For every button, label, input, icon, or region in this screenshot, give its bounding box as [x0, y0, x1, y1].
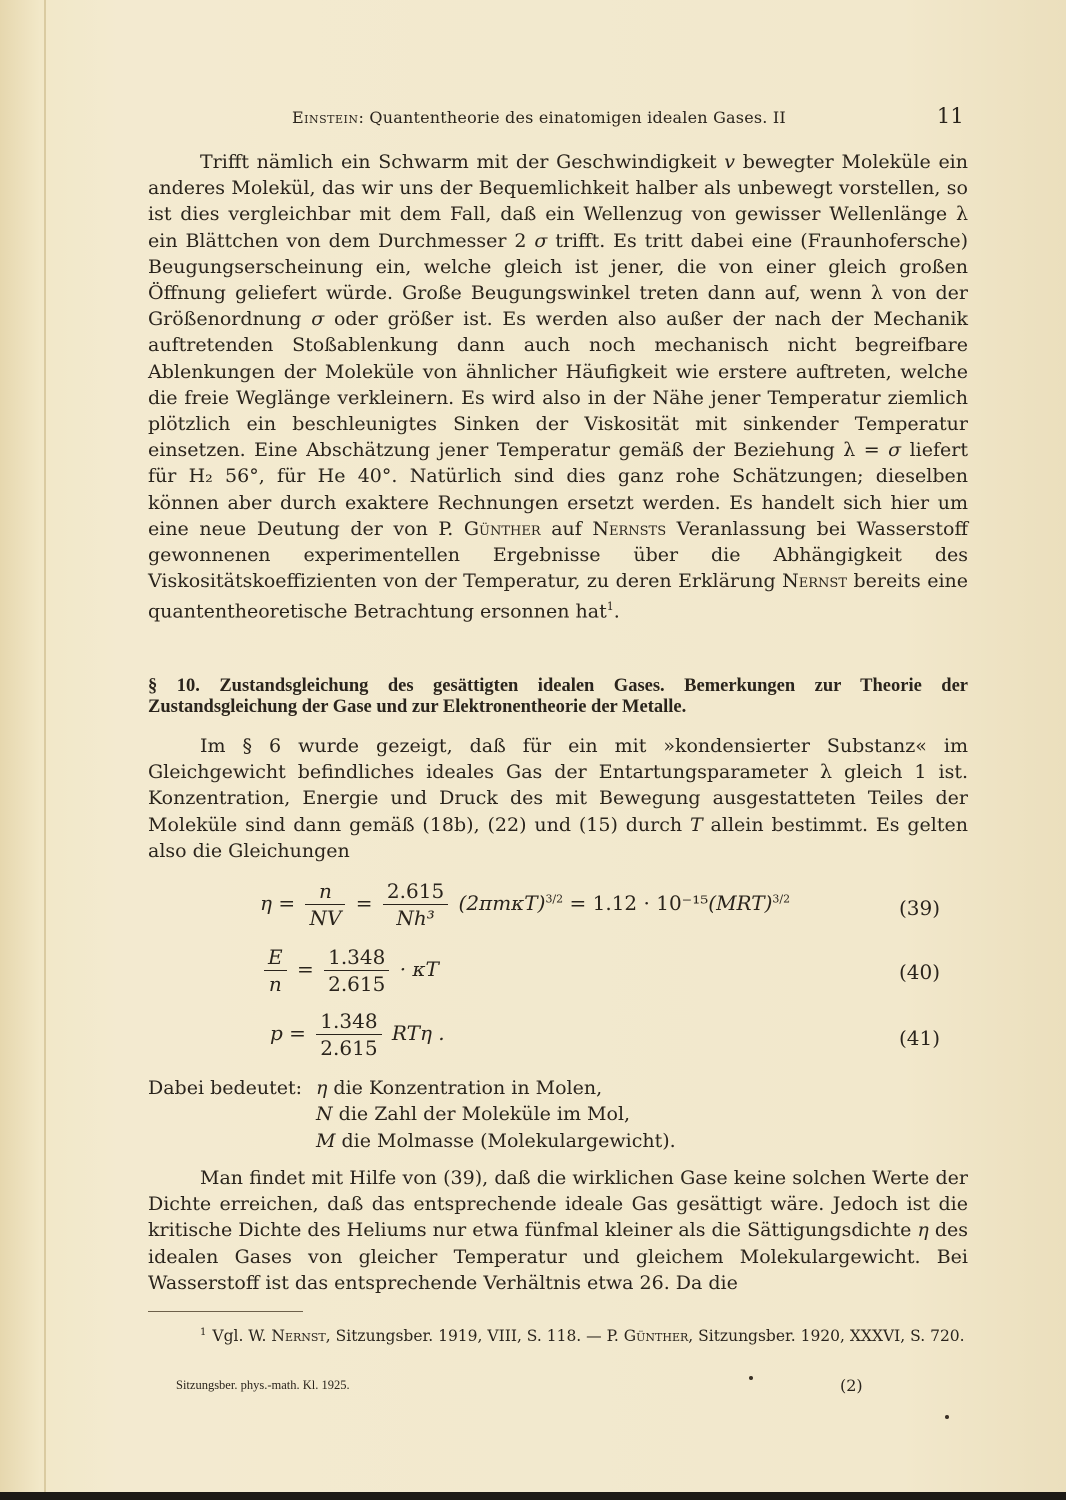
eq39-frac-1: [305, 878, 345, 931]
p1-text-3: trifft. Es tritt dabei eine (Fraunhofersche) Beugungserscheinung ein, welche gleich ist jener, die von einer gleich großen Öffnung geliefert würde. Große Beugungswinkel treten dann auf, wenn λ von der Größenordnung: [148, 229, 968, 331]
eq41-frac: [316, 1008, 381, 1061]
p3-text-1: Man findet mit Hilfe von (39), daß die wirklichen Gase keine solchen Werte der Dichte erreichen, daß das entsprechende ideale Gas gesättigt wäre. Jedoch ist die kritische Dichte des Heliums nur etwa fünfmal kleiner als die Sättigungsdichte: [148, 1167, 968, 1242]
paragraph-2: [148, 733, 968, 864]
eq39-lhs: η =: [260, 891, 296, 915]
eq39-exponent-2: 3/2: [772, 892, 791, 906]
eq39-frac1-den: NV: [309, 906, 342, 930]
p2-text-1: Im § 6 wurde gezeigt, daß für ein mit »kondensierter Substanz« im Gleichgewicht befindliches ideales Gas der Entartungsparameter λ gleich 1 ist. Konzentration, Energie und Druck des mit Bewegung ausgestatteten Teiles der Moleküle sind dann gemäß (18b), (22) und (15) durch: [148, 735, 968, 836]
page-fold-line: [44, 0, 46, 1500]
eq40-frac-num: 1.348: [324, 944, 389, 971]
running-title: [292, 108, 786, 127]
eq40-equals: =: [296, 957, 314, 981]
eq40-frac-den: 2.615: [328, 972, 386, 996]
page-bottom-edge: [0, 1492, 1066, 1500]
p1-text-9: .: [613, 600, 620, 623]
eq41-lhs: p =: [270, 1021, 306, 1045]
name-nernst: Nernst: [782, 570, 848, 593]
footnote-divider: [148, 1311, 303, 1312]
p1-text-5: liefert für H₂ 56°, für He 40°. Natürlich sind dies ganz rohe Schätzungen; dieselben können aber durch exaktere Rechnungen ersetzt werden. Es handelt sich hier um eine neue Deutung der von P.: [148, 439, 968, 540]
legend-text: die Zahl der Moleküle im Mol,: [332, 1103, 631, 1126]
eq39-equals: =: [355, 891, 373, 915]
eq40-lhs-num: E: [264, 944, 287, 971]
footnote-name-nernst: Nernst: [271, 1327, 326, 1346]
var-sigma-2: σ: [311, 308, 325, 331]
footnote-text-2: , Sitzungsber. 1919, VIII, S. 118. — P.: [325, 1327, 624, 1346]
legend-item: [316, 1128, 676, 1154]
eq40-number: (40): [898, 960, 940, 984]
p1-text-6: auf: [540, 517, 593, 540]
eq39-constant: = 1.12 · 10⁻¹⁵: [569, 891, 709, 915]
p3-text-2: des idealen Gases von gleicher Temperatur und gleichem Molekulargewicht. Bei Wasserstoff ist das entsprechende Verhältnis etwa 26. Da die: [148, 1219, 968, 1294]
running-header: [148, 104, 968, 134]
eq41-number: (41): [898, 1026, 940, 1050]
equation-39: [260, 878, 968, 938]
p1-text-2: bewegter Moleküle ein anderes Molekül, das wir uns der Bequemlichkeit halber als unbewegt vorstellen, so ist dies vergleichbar mit dem Fall, daß ein Wellenzug von gewisser Wellenlänge λ ein Blättchen von dem Durchmesser 2: [148, 151, 968, 252]
eq40-lhs-den: n: [268, 972, 282, 996]
eq40-frac-lhs: [264, 944, 287, 997]
p1-text-7: Veranlassung bei Wasserstoff gewonnenen experimentellen Ergebnisse über die Abhängigkeit des Viskositätskoeffizienten von der Temperatur, zu deren Erklärung: [148, 517, 968, 593]
eq40-frac: [324, 944, 389, 997]
eq39-term: (2πmκT): [458, 891, 546, 915]
ink-speck: [945, 1415, 949, 1419]
footnote-reference[interactable]: 1: [606, 600, 614, 614]
var-sigma-3: σ: [888, 439, 902, 462]
footnote: [148, 1322, 968, 1347]
paragraph-1: [148, 149, 968, 625]
p1-text-4: oder größer ist. Es werden also außer der nach der Mechanik auftretenden Stoßablenkung dann auch noch mechanisch nicht begreifbare Ablenkungen der Moleküle von ähnlicher Häufigkeit wie erstere auftreten, welche die freie Weglänge verkleinern. Es wird also in der Nähe jener Temperatur ziemlich plötzlich ein beschleunigtes Sinken der Viskosität mit sinkender Temperatur einsetzen. Eine Abschätzung jener Temperatur gemäß der Beziehung λ =: [148, 308, 969, 462]
legend-label: Dabei bedeutet:: [148, 1077, 303, 1099]
eq39-frac-2: [383, 878, 448, 931]
header-title: : Quantentheorie des einatomigen idealen Gases. II: [358, 108, 786, 127]
var-T: T: [689, 813, 703, 836]
eq39-frac2-den: Nh³: [396, 906, 435, 930]
var-eta: η: [917, 1219, 929, 1242]
footnote-text-1: Vgl. W.: [212, 1327, 272, 1346]
p2-text-2: allein bestimmt. Es gelten also die Gleichungen: [148, 813, 968, 862]
footer-journal: Sitzungsber. phys.-math. Kl. 1925.: [176, 1378, 350, 1392]
p1-text-1: Trifft nämlich ein Schwarm mit der Geschwindigkeit: [200, 151, 725, 173]
footnote-mark: 1: [200, 1327, 207, 1338]
name-nernsts: Nernsts: [592, 517, 667, 540]
eq39-term2: (MRT): [708, 891, 773, 915]
page-number: 11: [936, 104, 964, 128]
paragraph-3: [148, 1165, 968, 1296]
footer-signature-mark: (2): [840, 1376, 863, 1395]
name-guenther: Günther: [463, 517, 541, 540]
eq39-exponent: 3/2: [545, 892, 564, 906]
legend-item: [316, 1101, 676, 1127]
eq40-term: · κT: [399, 957, 439, 981]
legend-item: [316, 1075, 676, 1101]
eq41-term: RTη .: [391, 1021, 445, 1045]
legend-symbol: N: [316, 1103, 333, 1126]
var-sigma-1: σ: [534, 229, 548, 252]
legend-items: [316, 1075, 676, 1154]
eq41-frac-den: 2.615: [320, 1036, 378, 1060]
ink-speck: [749, 1376, 753, 1380]
legend-text: die Konzentration in Molen,: [327, 1077, 603, 1099]
header-author: Einstein: [292, 108, 359, 127]
var-v: v: [724, 151, 736, 173]
equation-40: [260, 944, 968, 1004]
section-heading: § 10. Zustandsgleichung des gesättigten idealen Gases. Bemerkungen zur Theorie der Zustandsgleichung der Gase und zur Elektronentheorie der Metalle.: [148, 676, 968, 717]
footnote-name-guenther: Günther: [623, 1327, 689, 1346]
legend-text: die Molmasse (Molekulargewicht).: [335, 1129, 676, 1152]
eq39-frac2-num: 2.615: [383, 878, 448, 905]
eq41-frac-num: 1.348: [316, 1008, 381, 1035]
legend-symbol: M: [316, 1129, 336, 1152]
eq39-frac1-num: n: [305, 878, 345, 905]
footnote-text-3: , Sitzungsber. 1920, XXXVI, S. 720.: [688, 1327, 965, 1346]
eq39-number: (39): [898, 896, 940, 920]
p1-text-8: bereits eine quantentheoretische Betrachtung ersonnen hat: [148, 570, 969, 623]
legend-symbol: η: [316, 1077, 328, 1099]
equation-41: [270, 1008, 968, 1068]
